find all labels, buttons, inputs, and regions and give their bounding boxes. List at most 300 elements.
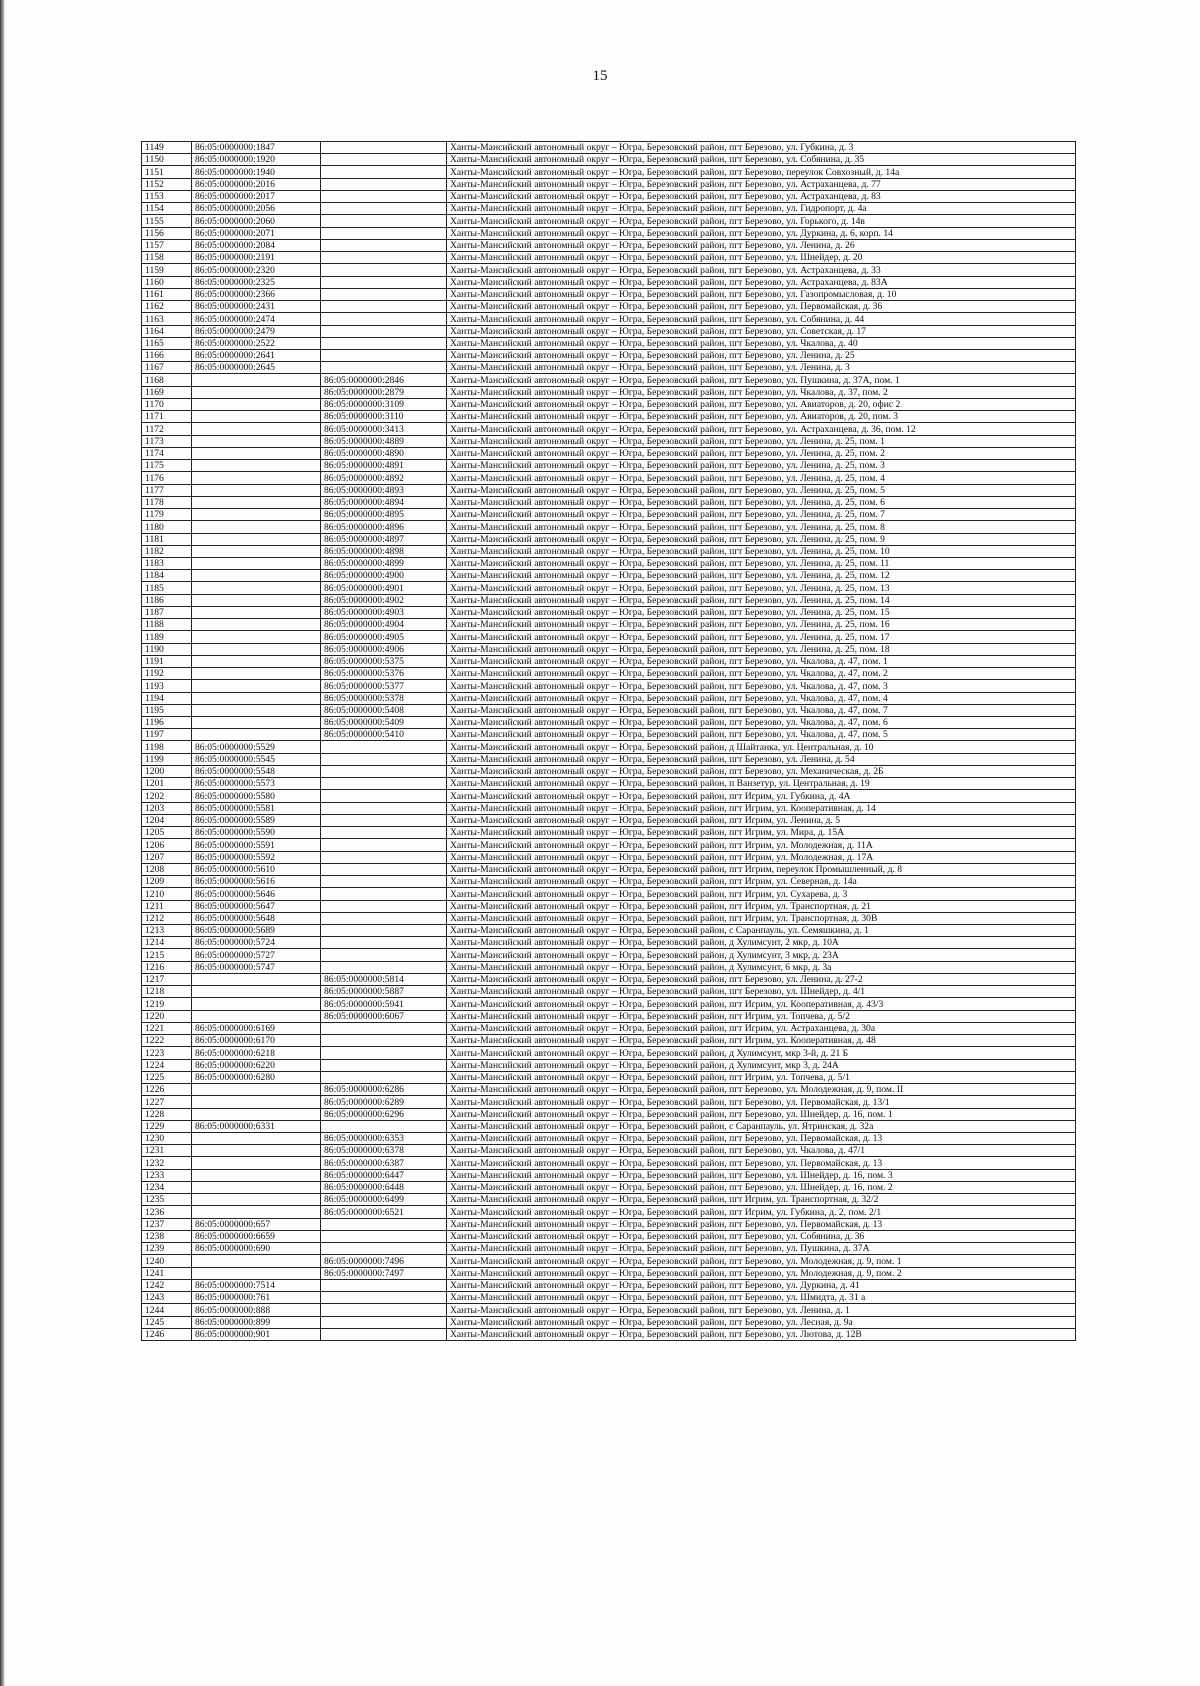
building-cadastral-number-cell	[192, 509, 321, 521]
premises-cadastral-number-cell: 86:05:0000000:5377	[321, 680, 447, 692]
row-number-cell: 1161	[142, 288, 192, 300]
address-cell: Ханты-Мансийский автономный округ – Югра, Березовский район, пгт Березово, ул. Ленина, д. 25, пом. 12	[447, 570, 1076, 582]
building-cadastral-number-cell: 86:05:0000000:2060	[192, 215, 321, 227]
table-row	[142, 386, 1076, 398]
building-cadastral-number-cell: 86:05:0000000:2479	[192, 325, 321, 337]
table-row	[142, 411, 1076, 423]
premises-cadastral-number-cell: 86:05:0000000:6286	[321, 1084, 447, 1096]
building-cadastral-number-cell: 86:05:0000000:5648	[192, 912, 321, 924]
address-cell: Ханты-Мансийский автономный округ – Югра, Березовский район, пгт Березово, ул. Ленина, д. 54	[447, 753, 1076, 765]
row-number-cell: 1228	[142, 1108, 192, 1120]
address-cell: Ханты-Мансийский автономный округ – Югра, Березовский район, пгт Березово, ул. Молодежная, д. 9, пом. II	[447, 1084, 1076, 1096]
table-row	[142, 1096, 1076, 1108]
table-row	[142, 521, 1076, 533]
address-cell: Ханты-Мансийский автономный округ – Югра, Березовский район, пгт Березово, ул. Чкалова, д. 47, пом. 5	[447, 729, 1076, 741]
table-row	[142, 472, 1076, 484]
address-cell: Ханты-Мансийский автономный округ – Югра, Березовский район, пгт Березово, ул. Шнейдер, д. 4/1	[447, 986, 1076, 998]
building-cadastral-number-cell	[192, 484, 321, 496]
table-row	[142, 166, 1076, 178]
premises-cadastral-number-cell	[321, 1292, 447, 1304]
premises-cadastral-number-cell	[321, 1304, 447, 1316]
address-cell: Ханты-Мансийский автономный округ – Югра, Березовский район, пгт Игрим, ул. Кооперативная, д. 48	[447, 1035, 1076, 1047]
premises-cadastral-number-cell: 86:05:0000000:4905	[321, 631, 447, 643]
building-cadastral-number-cell: 86:05:0000000:5592	[192, 851, 321, 863]
building-cadastral-number-cell	[192, 1181, 321, 1193]
premises-cadastral-number-cell	[321, 912, 447, 924]
table-row	[142, 398, 1076, 410]
building-cadastral-number-cell	[192, 386, 321, 398]
building-cadastral-number-cell: 86:05:0000000:5573	[192, 778, 321, 790]
table-row	[142, 1279, 1076, 1291]
row-number-cell: 1198	[142, 741, 192, 753]
premises-cadastral-number-cell: 86:05:0000000:4890	[321, 447, 447, 459]
row-number-cell: 1246	[142, 1328, 192, 1340]
row-number-cell: 1216	[142, 961, 192, 973]
row-number-cell: 1204	[142, 814, 192, 826]
row-number-cell: 1226	[142, 1084, 192, 1096]
address-cell: Ханты-Мансийский автономный округ – Югра, Березовский район, пгт Березово, переулок Совхозный, д. 14а	[447, 166, 1076, 178]
building-cadastral-number-cell: 86:05:0000000:5548	[192, 765, 321, 777]
table-row	[142, 239, 1076, 251]
row-number-cell: 1162	[142, 301, 192, 313]
building-cadastral-number-cell: 86:05:0000000:761	[192, 1292, 321, 1304]
row-number-cell: 1149	[142, 142, 192, 154]
building-cadastral-number-cell	[192, 1157, 321, 1169]
address-cell: Ханты-Мансийский автономный округ – Югра, Березовский район, пгт Березово, ул. Астраханцева, д. 36, пом. 12	[447, 423, 1076, 435]
row-number-cell: 1217	[142, 973, 192, 985]
premises-cadastral-number-cell	[321, 1218, 447, 1230]
table-row	[142, 264, 1076, 276]
premises-cadastral-number-cell	[321, 1230, 447, 1242]
building-cadastral-number-cell	[192, 1108, 321, 1120]
table-row	[142, 753, 1076, 765]
table-row	[142, 741, 1076, 753]
address-cell: Ханты-Мансийский автономный округ – Югра, Березовский район, пгт Березово, ул. Шнейдер, д. 16, пом. 1	[447, 1108, 1076, 1120]
building-cadastral-number-cell	[192, 435, 321, 447]
premises-cadastral-number-cell	[321, 839, 447, 851]
premises-cadastral-number-cell: 86:05:0000000:6447	[321, 1169, 447, 1181]
address-cell: Ханты-Мансийский автономный округ – Югра, Березовский район, пгт Березово, ул. Ленина, д. 25, пом. 13	[447, 582, 1076, 594]
premises-cadastral-number-cell: 86:05:0000000:5408	[321, 704, 447, 716]
row-number-cell: 1229	[142, 1120, 192, 1132]
row-number-cell: 1186	[142, 594, 192, 606]
table-row	[142, 1316, 1076, 1328]
premises-cadastral-number-cell	[321, 1243, 447, 1255]
address-cell: Ханты-Мансийский автономный округ – Югра, Березовский район, пгт Березово, ул. Молодежная, д. 9, пом. 1	[447, 1255, 1076, 1267]
building-cadastral-number-cell	[192, 986, 321, 998]
row-number-cell: 1164	[142, 325, 192, 337]
building-cadastral-number-cell	[192, 398, 321, 410]
building-cadastral-number-cell: 86:05:0000000:7514	[192, 1279, 321, 1291]
building-cadastral-number-cell: 86:05:0000000:1920	[192, 154, 321, 166]
table-row	[142, 349, 1076, 361]
row-number-cell: 1151	[142, 166, 192, 178]
address-cell: Ханты-Мансийский автономный округ – Югра, Березовский район, пгт Игрим, ул. Сухарева, д. 3	[447, 888, 1076, 900]
building-cadastral-number-cell	[192, 1010, 321, 1022]
registry-table-body	[142, 142, 1076, 1341]
row-number-cell: 1239	[142, 1243, 192, 1255]
address-cell: Ханты-Мансийский автономный округ – Югра, Березовский район, пгт Березово, ул. Ленина, д. 25	[447, 349, 1076, 361]
address-cell: Ханты-Мансийский автономный округ – Югра, Березовский район, пгт Березово, ул. Ленина, д. 25, пом. 10	[447, 545, 1076, 557]
premises-cadastral-number-cell	[321, 190, 447, 202]
row-number-cell: 1191	[142, 655, 192, 667]
table-row	[142, 447, 1076, 459]
premises-cadastral-number-cell	[321, 961, 447, 973]
building-cadastral-number-cell: 86:05:0000000:6170	[192, 1035, 321, 1047]
address-cell: Ханты-Мансийский автономный округ – Югра, Березовский район, пгт Березово, ул. Первомайская, д. 36	[447, 301, 1076, 313]
building-cadastral-number-cell: 86:05:0000000:2191	[192, 252, 321, 264]
building-cadastral-number-cell: 86:05:0000000:2645	[192, 362, 321, 374]
table-row	[142, 827, 1076, 839]
table-row	[142, 215, 1076, 227]
building-cadastral-number-cell	[192, 1084, 321, 1096]
table-row	[142, 362, 1076, 374]
row-number-cell: 1155	[142, 215, 192, 227]
table-row	[142, 1243, 1076, 1255]
table-row	[142, 178, 1076, 190]
address-cell: Ханты-Мансийский автономный округ – Югра, Березовский район, пгт Березово, ул. Астраханцева, д. 77	[447, 178, 1076, 190]
address-cell: Ханты-Мансийский автономный округ – Югра, Березовский район, пгт Березово, ул. Ленина, д. 25, пом. 1	[447, 435, 1076, 447]
address-cell: Ханты-Мансийский автономный округ – Югра, Березовский район, пгт Березово, ул. Астраханцева, д. 83	[447, 190, 1076, 202]
address-cell: Ханты-Мансийский автономный округ – Югра, Березовский район, пгт Березово, ул. Первомайская, д. 13	[447, 1132, 1076, 1144]
premises-cadastral-number-cell	[321, 337, 447, 349]
building-cadastral-number-cell: 86:05:0000000:6169	[192, 1022, 321, 1034]
table-row	[142, 619, 1076, 631]
address-cell: Ханты-Мансийский автономный округ – Югра, Березовский район, пгт Березово, ул. Газопромысловая, д. 10	[447, 288, 1076, 300]
building-cadastral-number-cell: 86:05:0000000:657	[192, 1218, 321, 1230]
table-row	[142, 1132, 1076, 1144]
table-row	[142, 729, 1076, 741]
row-number-cell: 1185	[142, 582, 192, 594]
address-cell: Ханты-Мансийский автономный округ – Югра, Березовский район, пгт Березово, ул. Ленина, д. 25, пом. 3	[447, 460, 1076, 472]
premises-cadastral-number-cell: 86:05:0000000:5410	[321, 729, 447, 741]
row-number-cell: 1202	[142, 790, 192, 802]
premises-cadastral-number-cell: 86:05:0000000:2846	[321, 374, 447, 386]
table-row	[142, 1071, 1076, 1083]
building-cadastral-number-cell: 86:05:0000000:899	[192, 1316, 321, 1328]
row-number-cell: 1212	[142, 912, 192, 924]
building-cadastral-number-cell: 86:05:0000000:1847	[192, 142, 321, 154]
address-cell: Ханты-Мансийский автономный округ – Югра, Березовский район, пгт Березово, ул. Горького, д. 14в	[447, 215, 1076, 227]
table-row	[142, 533, 1076, 545]
address-cell: Ханты-Мансийский автономный округ – Югра, Березовский район, пгт Березово, ул. Ленина, д. 25, пом. 18	[447, 643, 1076, 655]
premises-cadastral-number-cell: 86:05:0000000:6067	[321, 1010, 447, 1022]
table-row	[142, 1120, 1076, 1132]
address-cell: Ханты-Мансийский автономный округ – Югра, Березовский район, пгт Игрим, ул. Астраханцева, д. 30а	[447, 1022, 1076, 1034]
premises-cadastral-number-cell	[321, 203, 447, 215]
building-cadastral-number-cell: 86:05:0000000:5589	[192, 814, 321, 826]
building-cadastral-number-cell: 86:05:0000000:2016	[192, 178, 321, 190]
premises-cadastral-number-cell: 86:05:0000000:6387	[321, 1157, 447, 1169]
building-cadastral-number-cell: 86:05:0000000:2325	[192, 276, 321, 288]
address-cell: Ханты-Мансийский автономный округ – Югра, Березовский район, пгт Березово, ул. Ленина, д. 25, пом. 5	[447, 484, 1076, 496]
address-cell: Ханты-Мансийский автономный округ – Югра, Березовский район, пгт Игрим, ул. Транспортная, д. 32/2	[447, 1194, 1076, 1206]
building-cadastral-number-cell: 86:05:0000000:2084	[192, 239, 321, 251]
premises-cadastral-number-cell: 86:05:0000000:4898	[321, 545, 447, 557]
premises-cadastral-number-cell	[321, 778, 447, 790]
table-row	[142, 839, 1076, 851]
row-number-cell: 1171	[142, 411, 192, 423]
row-number-cell: 1220	[142, 1010, 192, 1022]
building-cadastral-number-cell: 86:05:0000000:6659	[192, 1230, 321, 1242]
premises-cadastral-number-cell: 86:05:0000000:4904	[321, 619, 447, 631]
row-number-cell: 1168	[142, 374, 192, 386]
row-number-cell: 1242	[142, 1279, 192, 1291]
building-cadastral-number-cell	[192, 533, 321, 545]
row-number-cell: 1183	[142, 557, 192, 569]
address-cell: Ханты-Мансийский автономный округ – Югра, Березовский район, пгт Березово, ул. Авиаторов, д. 20, пом. 3	[447, 411, 1076, 423]
row-number-cell: 1196	[142, 717, 192, 729]
premises-cadastral-number-cell	[321, 814, 447, 826]
premises-cadastral-number-cell: 86:05:0000000:4896	[321, 521, 447, 533]
table-row	[142, 1084, 1076, 1096]
building-cadastral-number-cell	[192, 582, 321, 594]
address-cell: Ханты-Мансийский автономный округ – Югра, Березовский район, п Ванзетур, ул. Центральная, д. 19	[447, 778, 1076, 790]
table-row	[142, 998, 1076, 1010]
premises-cadastral-number-cell	[321, 239, 447, 251]
table-row	[142, 888, 1076, 900]
table-row	[142, 876, 1076, 888]
address-cell: Ханты-Мансийский автономный округ – Югра, Березовский район, пгт Березово, ул. Чкалова, д. 47, пом. 3	[447, 680, 1076, 692]
building-cadastral-number-cell	[192, 374, 321, 386]
premises-cadastral-number-cell	[321, 227, 447, 239]
table-row	[142, 484, 1076, 496]
building-cadastral-number-cell: 86:05:0000000:2474	[192, 313, 321, 325]
building-cadastral-number-cell: 86:05:0000000:5545	[192, 753, 321, 765]
row-number-cell: 1177	[142, 484, 192, 496]
address-cell: Ханты-Мансийский автономный округ – Югра, Березовский район, пгт Игрим, ул. Кооперативная, д. 14	[447, 802, 1076, 814]
premises-cadastral-number-cell	[321, 1047, 447, 1059]
premises-cadastral-number-cell	[321, 876, 447, 888]
premises-cadastral-number-cell	[321, 154, 447, 166]
premises-cadastral-number-cell: 86:05:0000000:4893	[321, 484, 447, 496]
table-row	[142, 814, 1076, 826]
row-number-cell: 1213	[142, 925, 192, 937]
row-number-cell: 1176	[142, 472, 192, 484]
address-cell: Ханты-Мансийский автономный округ – Югра, Березовский район, пгт Березово, ул. Собянина, д. 36	[447, 1230, 1076, 1242]
address-cell: Ханты-Мансийский автономный округ – Югра, Березовский район, пгт Березово, ул. Шнейдер, д. 20	[447, 252, 1076, 264]
page-number: 15	[592, 68, 608, 84]
building-cadastral-number-cell	[192, 998, 321, 1010]
table-row	[142, 900, 1076, 912]
table-row	[142, 509, 1076, 521]
address-cell: Ханты-Мансийский автономный округ – Югра, Березовский район, д Хулимсунт, 2 мкр, д. 10А	[447, 937, 1076, 949]
premises-cadastral-number-cell	[321, 276, 447, 288]
premises-cadastral-number-cell: 86:05:0000000:4892	[321, 472, 447, 484]
premises-cadastral-number-cell: 86:05:0000000:4894	[321, 496, 447, 508]
row-number-cell: 1221	[142, 1022, 192, 1034]
table-row	[142, 582, 1076, 594]
row-number-cell: 1224	[142, 1059, 192, 1071]
row-number-cell: 1201	[142, 778, 192, 790]
premises-cadastral-number-cell: 86:05:0000000:4897	[321, 533, 447, 545]
building-cadastral-number-cell: 86:05:0000000:690	[192, 1243, 321, 1255]
table-row	[142, 973, 1076, 985]
row-number-cell: 1150	[142, 154, 192, 166]
table-row	[142, 1157, 1076, 1169]
row-number-cell: 1180	[142, 521, 192, 533]
building-cadastral-number-cell: 86:05:0000000:5529	[192, 741, 321, 753]
address-cell: Ханты-Мансийский автономный округ – Югра, Березовский район, пгт Березово, ул. Пушкина, д. 37А, пом. 1	[447, 374, 1076, 386]
row-number-cell: 1245	[142, 1316, 192, 1328]
address-cell: Ханты-Мансийский автономный округ – Югра, Березовский район, пгт Березово, ул. Ленина, д. 27-2	[447, 973, 1076, 985]
address-cell: Ханты-Мансийский автономный округ – Югра, Березовский район, пгт Игрим, ул. Мира, д. 15А	[447, 827, 1076, 839]
table-row	[142, 655, 1076, 667]
address-cell: Ханты-Мансийский автономный округ – Югра, Березовский район, пгт Игрим, ул. Молодежная, д. 11А	[447, 839, 1076, 851]
row-number-cell: 1205	[142, 827, 192, 839]
premises-cadastral-number-cell: 86:05:0000000:6448	[321, 1181, 447, 1193]
table-row	[142, 557, 1076, 569]
premises-cadastral-number-cell: 86:05:0000000:4900	[321, 570, 447, 582]
table-row	[142, 142, 1076, 154]
table-row	[142, 1145, 1076, 1157]
building-cadastral-number-cell: 86:05:0000000:5647	[192, 900, 321, 912]
table-row	[142, 545, 1076, 557]
building-cadastral-number-cell	[192, 1096, 321, 1108]
premises-cadastral-number-cell	[321, 264, 447, 276]
address-cell: Ханты-Мансийский автономный округ – Югра, Березовский район, пгт Игрим, ул. Топчева, д. 5/1	[447, 1071, 1076, 1083]
building-cadastral-number-cell: 86:05:0000000:5747	[192, 961, 321, 973]
premises-cadastral-number-cell	[321, 349, 447, 361]
row-number-cell: 1152	[142, 178, 192, 190]
row-number-cell: 1234	[142, 1181, 192, 1193]
building-cadastral-number-cell	[192, 717, 321, 729]
building-cadastral-number-cell	[192, 692, 321, 704]
table-row	[142, 570, 1076, 582]
premises-cadastral-number-cell	[321, 888, 447, 900]
address-cell: Ханты-Мансийский автономный округ – Югра, Березовский район, д Хулимсунт, 6 мкр, д. 3а	[447, 961, 1076, 973]
table-row	[142, 1181, 1076, 1193]
row-number-cell: 1163	[142, 313, 192, 325]
premises-cadastral-number-cell	[321, 1071, 447, 1083]
row-number-cell: 1158	[142, 252, 192, 264]
row-number-cell: 1206	[142, 839, 192, 851]
table-row	[142, 863, 1076, 875]
table-row	[142, 423, 1076, 435]
table-row	[142, 203, 1076, 215]
building-cadastral-number-cell	[192, 557, 321, 569]
row-number-cell: 1169	[142, 386, 192, 398]
premises-cadastral-number-cell: 86:05:0000000:4903	[321, 606, 447, 618]
premises-cadastral-number-cell: 86:05:0000000:4901	[321, 582, 447, 594]
row-number-cell: 1192	[142, 668, 192, 680]
address-cell: Ханты-Мансийский автономный округ – Югра, Березовский район, пгт Березово, ул. Ленина, д. 25, пом. 6	[447, 496, 1076, 508]
building-cadastral-number-cell	[192, 704, 321, 716]
address-cell: Ханты-Мансийский автономный округ – Югра, Березовский район, пгт Березово, ул. Механическая, д. 2Б	[447, 765, 1076, 777]
premises-cadastral-number-cell: 86:05:0000000:4891	[321, 460, 447, 472]
building-cadastral-number-cell	[192, 1145, 321, 1157]
address-cell: Ханты-Мансийский автономный округ – Югра, Березовский район, пгт Березово, ул. Астраханцева, д. 83А	[447, 276, 1076, 288]
premises-cadastral-number-cell	[321, 325, 447, 337]
row-number-cell: 1195	[142, 704, 192, 716]
row-number-cell: 1238	[142, 1230, 192, 1242]
premises-cadastral-number-cell	[321, 802, 447, 814]
premises-cadastral-number-cell: 86:05:0000000:4906	[321, 643, 447, 655]
row-number-cell: 1154	[142, 203, 192, 215]
row-number-cell: 1190	[142, 643, 192, 655]
building-cadastral-number-cell: 86:05:0000000:5580	[192, 790, 321, 802]
row-number-cell: 1159	[142, 264, 192, 276]
row-number-cell: 1236	[142, 1206, 192, 1218]
building-cadastral-number-cell	[192, 411, 321, 423]
address-cell: Ханты-Мансийский автономный округ – Югра, Березовский район, пгт Березово, ул. Ленина, д. 25, пом. 4	[447, 472, 1076, 484]
table-row	[142, 1292, 1076, 1304]
premises-cadastral-number-cell: 86:05:0000000:5409	[321, 717, 447, 729]
table-row	[142, 301, 1076, 313]
row-number-cell: 1199	[142, 753, 192, 765]
building-cadastral-number-cell: 86:05:0000000:2522	[192, 337, 321, 349]
row-number-cell: 1193	[142, 680, 192, 692]
building-cadastral-number-cell	[192, 594, 321, 606]
table-row	[142, 1047, 1076, 1059]
row-number-cell: 1222	[142, 1035, 192, 1047]
building-cadastral-number-cell: 86:05:0000000:5724	[192, 937, 321, 949]
address-cell: Ханты-Мансийский автономный округ – Югра, Березовский район, пгт Березово, ул. Молодежная, д. 9, пом. 2	[447, 1267, 1076, 1279]
building-cadastral-number-cell: 86:05:0000000:2071	[192, 227, 321, 239]
table-row	[142, 594, 1076, 606]
building-cadastral-number-cell: 86:05:0000000:5590	[192, 827, 321, 839]
building-cadastral-number-cell: 86:05:0000000:6220	[192, 1059, 321, 1071]
address-cell: Ханты-Мансийский автономный округ – Югра, Березовский район, пгт Березово, ул. Губкина, д. 3	[447, 142, 1076, 154]
premises-cadastral-number-cell: 86:05:0000000:6521	[321, 1206, 447, 1218]
address-cell: Ханты-Мансийский автономный округ – Югра, Березовский район, пгт Березово, ул. Чкалова, д. 47, пом. 6	[447, 717, 1076, 729]
building-cadastral-number-cell	[192, 1169, 321, 1181]
premises-cadastral-number-cell	[321, 765, 447, 777]
building-cadastral-number-cell	[192, 631, 321, 643]
table-row	[142, 276, 1076, 288]
table-row	[142, 1304, 1076, 1316]
building-cadastral-number-cell	[192, 655, 321, 667]
row-number-cell: 1189	[142, 631, 192, 643]
premises-cadastral-number-cell: 86:05:0000000:5376	[321, 668, 447, 680]
premises-cadastral-number-cell: 86:05:0000000:6289	[321, 1096, 447, 1108]
row-number-cell: 1219	[142, 998, 192, 1010]
building-cadastral-number-cell	[192, 423, 321, 435]
premises-cadastral-number-cell	[321, 1279, 447, 1291]
table-row	[142, 704, 1076, 716]
building-cadastral-number-cell: 86:05:0000000:2431	[192, 301, 321, 313]
table-row	[142, 717, 1076, 729]
table-row	[142, 925, 1076, 937]
address-cell: Ханты-Мансийский автономный округ – Югра, Березовский район, пгт Березово, ул. Ленина, д. 3	[447, 362, 1076, 374]
table-row	[142, 961, 1076, 973]
row-number-cell: 1240	[142, 1255, 192, 1267]
row-number-cell: 1174	[142, 447, 192, 459]
premises-cadastral-number-cell	[321, 215, 447, 227]
row-number-cell: 1153	[142, 190, 192, 202]
table-row	[142, 1218, 1076, 1230]
table-row	[142, 778, 1076, 790]
row-number-cell: 1207	[142, 851, 192, 863]
table-row	[142, 154, 1076, 166]
table-row	[142, 1328, 1076, 1340]
building-cadastral-number-cell: 86:05:0000000:2017	[192, 190, 321, 202]
table-row	[142, 692, 1076, 704]
building-cadastral-number-cell: 86:05:0000000:901	[192, 1328, 321, 1340]
row-number-cell: 1179	[142, 509, 192, 521]
row-number-cell: 1203	[142, 802, 192, 814]
premises-cadastral-number-cell: 86:05:0000000:3109	[321, 398, 447, 410]
address-cell: Ханты-Мансийский автономный округ – Югра, Березовский район, пгт Березово, ул. Гидропорт, д. 4а	[447, 203, 1076, 215]
row-number-cell: 1178	[142, 496, 192, 508]
row-number-cell: 1211	[142, 900, 192, 912]
address-cell: Ханты-Мансийский автономный округ – Югра, Березовский район, пгт Березово, ул. Ленина, д. 25, пом. 15	[447, 606, 1076, 618]
address-cell: Ханты-Мансийский автономный округ – Югра, Березовский район, пгт Игрим, ул. Транспортная, д. 21	[447, 900, 1076, 912]
address-cell: Ханты-Мансийский автономный округ – Югра, Березовский район, пгт Игрим, ул. Северная, д. 14а	[447, 876, 1076, 888]
address-cell: Ханты-Мансийский автономный округ – Югра, Березовский район, пгт Березово, ул. Шнейдер, д. 16, пом. 2	[447, 1181, 1076, 1193]
row-number-cell: 1166	[142, 349, 192, 361]
row-number-cell: 1200	[142, 765, 192, 777]
